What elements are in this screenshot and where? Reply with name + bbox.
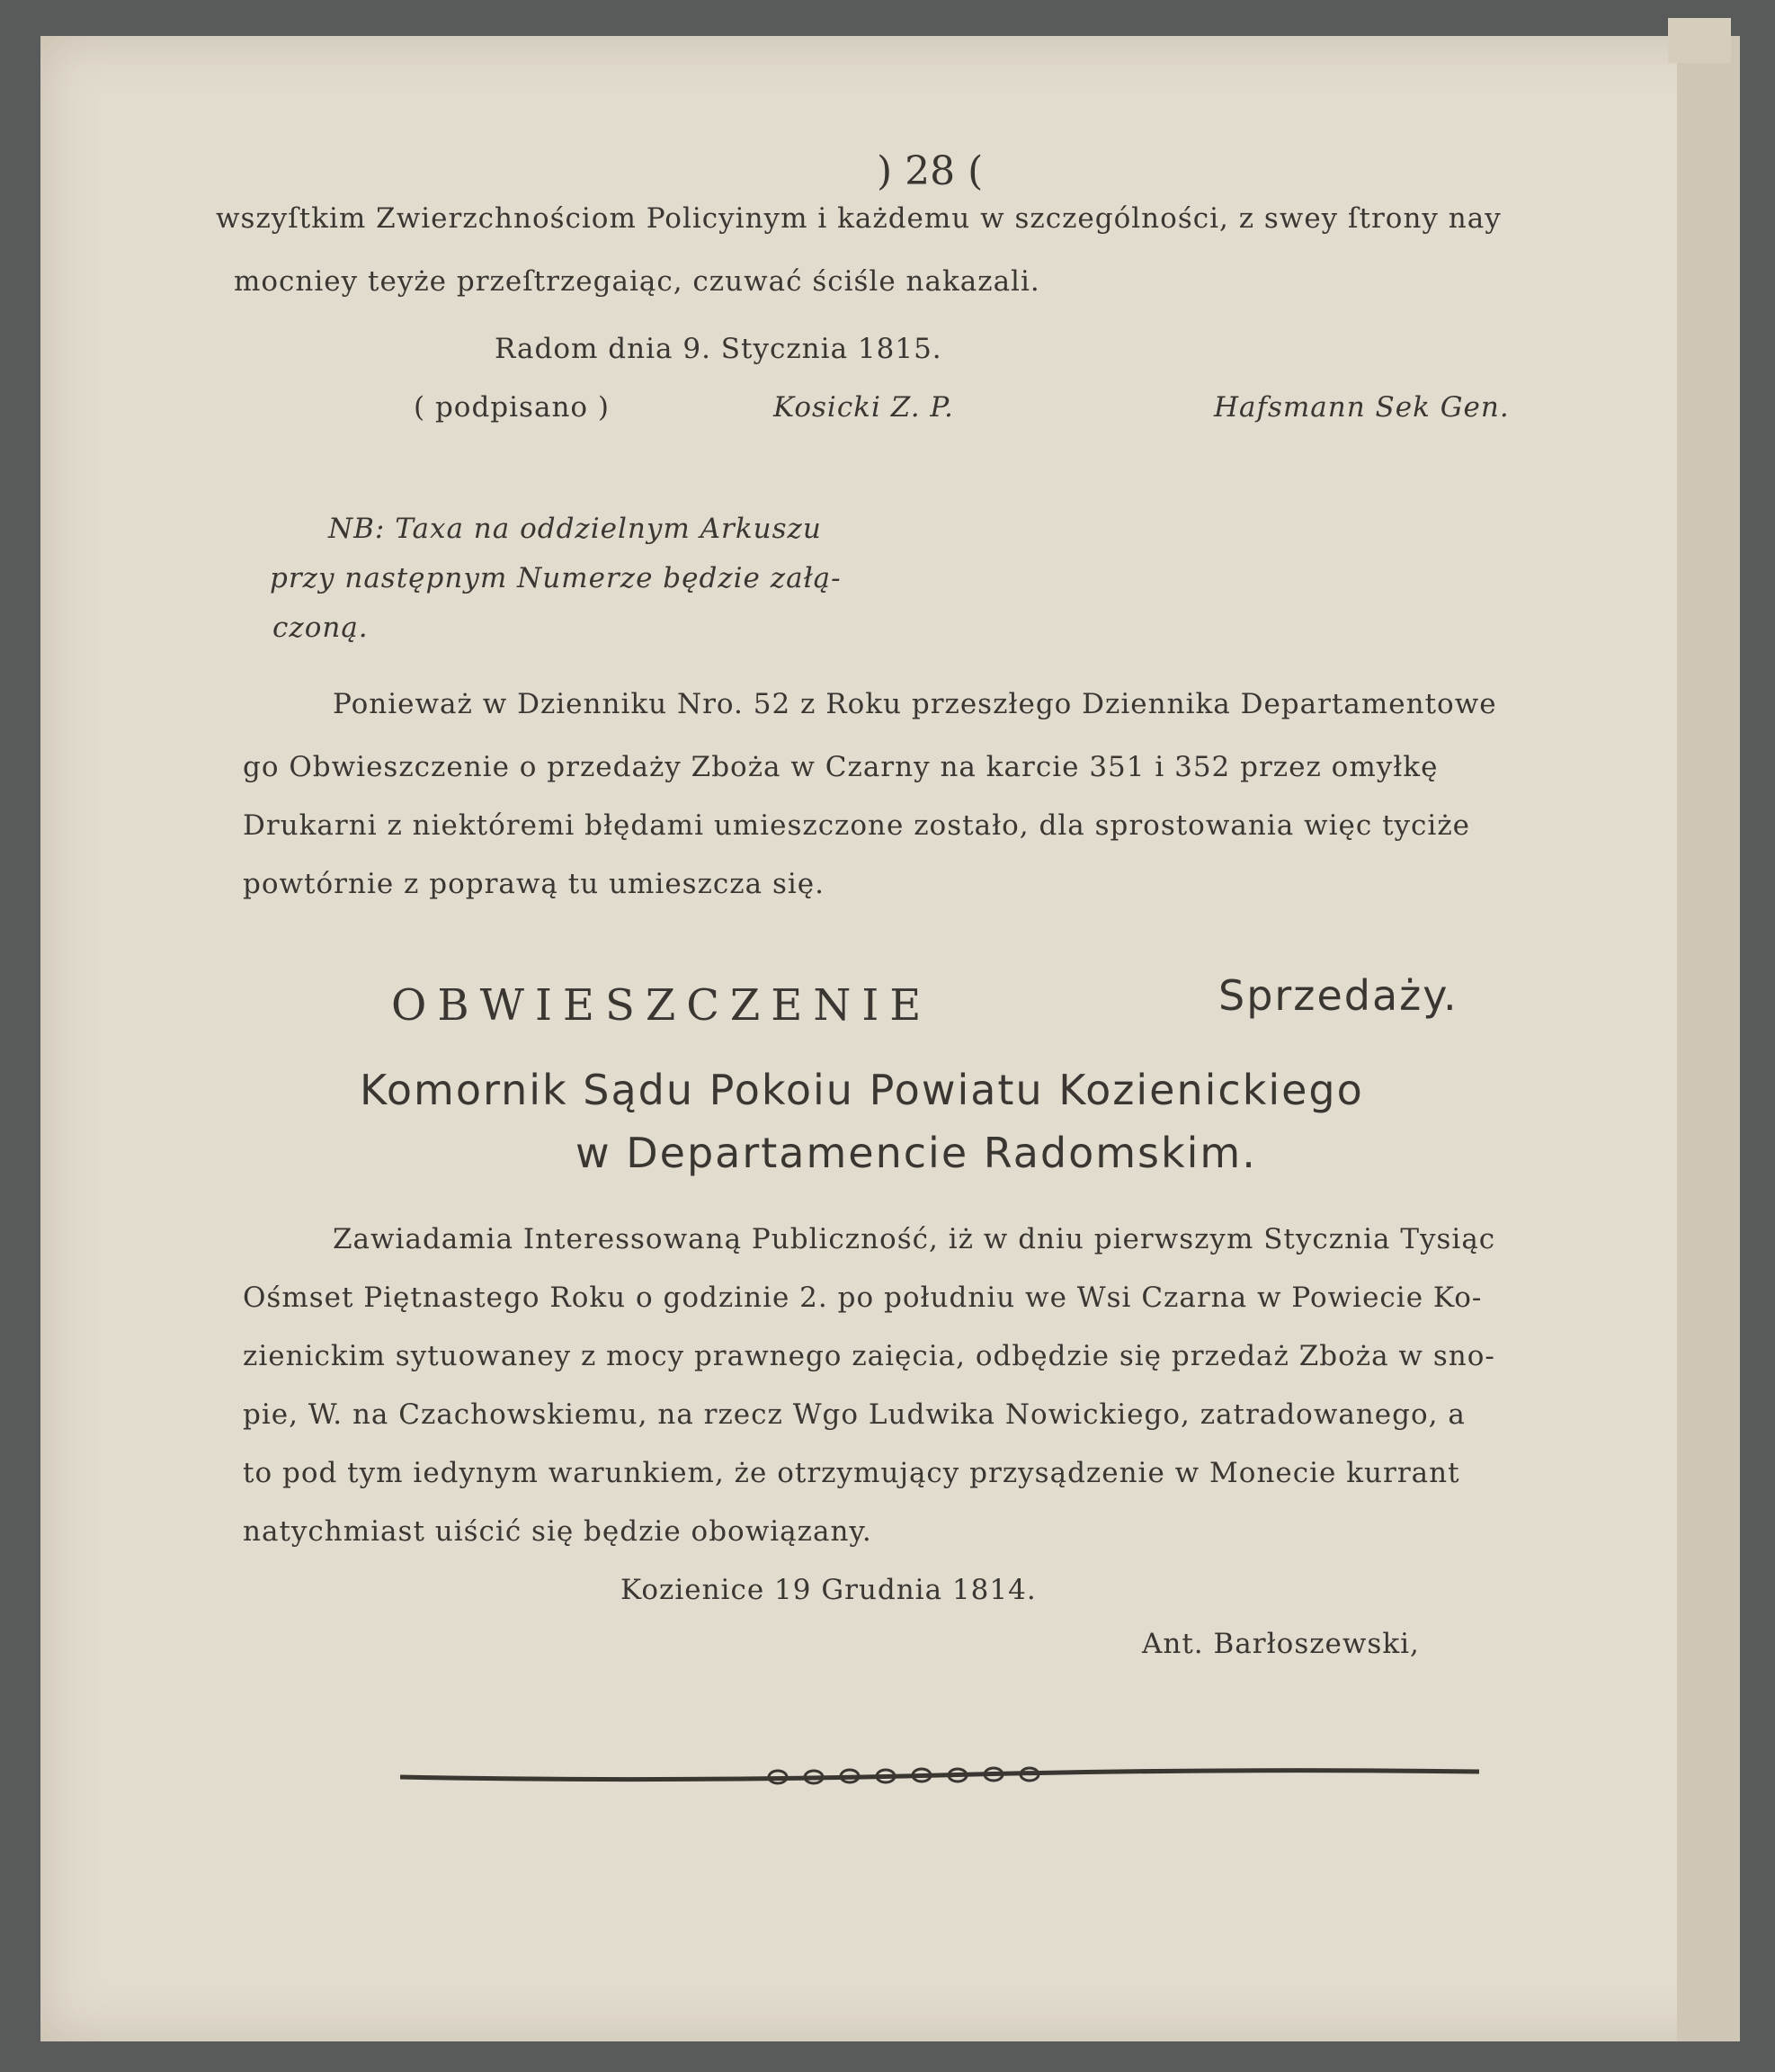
p3-line2: Ośmset Piętnastego Roku o godzinie 2. po południu we Wsi Czarna w Powiecie Ko- xyxy=(243,1282,1483,1314)
date2: Kozienice 19 Grudnia 1814. xyxy=(620,1574,1037,1606)
p3-line1: Zawiadamia Interessowaną Publiczność, iż w dniu pierwszym Stycznia Tysiąc xyxy=(333,1223,1496,1255)
signed-note: ( podpisano ) xyxy=(414,391,611,424)
signature-barloszewski: Ant. Barłoszewski, xyxy=(1142,1628,1420,1660)
nb-line3: czoną. xyxy=(272,612,369,644)
heading-title-suffix: Sprzedaży. xyxy=(1218,971,1458,1020)
p3-line5: to pod tym iedynym warunkiem, że otrzymujący przysądzenie w Monecie kurrant xyxy=(243,1457,1460,1489)
heading-line2: Komornik Sądu Pokoiu Powiatu Kozienickiego xyxy=(360,1066,1364,1114)
p1-line2: mocniey teyże przeſtrzegaiąc, czuwać ściśle nakazali. xyxy=(234,265,1040,298)
p3-line6: natychmiast uiścić się będzie obowiązany. xyxy=(243,1515,872,1548)
p3-line4: pie, W. na Czachowskiemu, na rzecz Wgo Ludwika Nowickiego, zatradowanego, a xyxy=(243,1398,1466,1431)
p1-line1: wszyſtkim Zwierzchnościom Policyinym i każdemu w szczególności, z swey ſtrony nay xyxy=(216,202,1502,235)
nb-line1: NB: Taxa na oddzielnym Arkuszu xyxy=(328,513,822,545)
ornamental-rule xyxy=(400,1763,1479,1790)
date1: Radom dnia 9. Stycznia 1815. xyxy=(495,333,942,365)
page-number: ) 28 ( xyxy=(877,148,984,194)
signature-hafsmann: Hafsmann Sek Gen. xyxy=(1214,391,1510,424)
p3-line3: zienickim sytuowaney z mocy prawnego zaięcia, odbędzie się przedaż Zboża w sno- xyxy=(243,1340,1495,1372)
p2-line4: powtórnie z poprawą tu umieszcza się. xyxy=(243,868,825,900)
p2-line2: go Obwieszczenie o przedaży Zboża w Czarny na karcie 351 i 352 przez omyłkę xyxy=(243,751,1439,783)
document-page xyxy=(40,36,1740,2041)
page-corner xyxy=(1668,18,1731,63)
heading-line3: w Departamencie Radomskim. xyxy=(575,1129,1257,1177)
signature-kosicki: Kosicki Z. P. xyxy=(773,391,954,424)
heading-title: OBWIESZCZENIE xyxy=(391,980,932,1031)
page-edge xyxy=(1677,36,1740,2041)
p2-line3: Drukarni z niektóremi błędami umieszczone zostało, dla sprostowania więc tyciże xyxy=(243,809,1471,842)
nb-line2: przy następnym Numerze będzie załą- xyxy=(270,562,842,594)
p2-line1: Ponieważ w Dzienniku Nro. 52 z Roku przeszłego Dziennika Departamentowe xyxy=(333,688,1497,720)
